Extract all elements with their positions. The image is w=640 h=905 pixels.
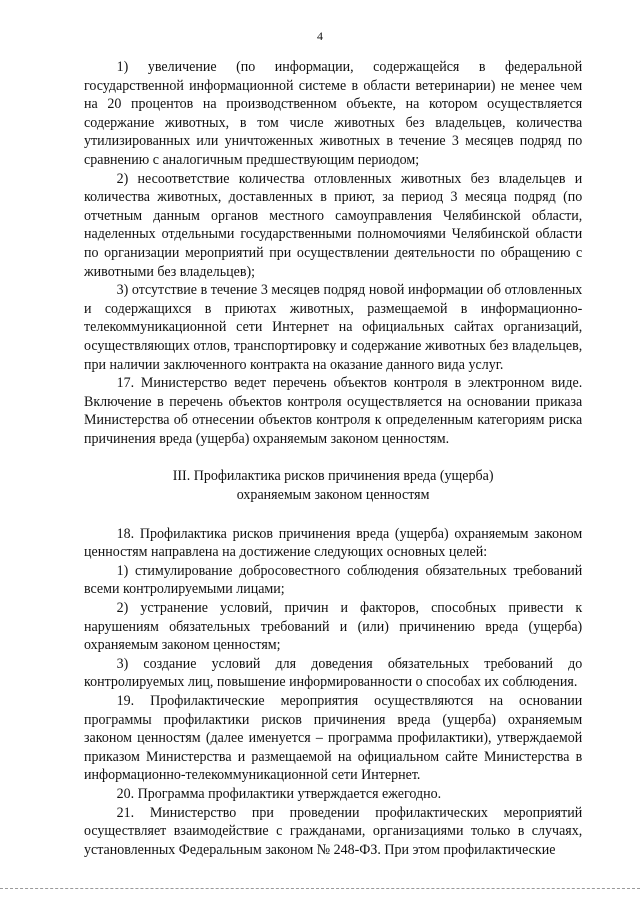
paragraph-item-2-mismatch: 2) несоответствие количества отловленных животных без владельцев и количества животных, доставленных в приют, за период 3 месяца подряд (по отчетным данным органов местного самоуправления Челябинской области, наделенных отдельными государственными полномочиями Челябинской области по организации мероприятий при осуществлении деятельности по обращению с животными без владельцев);: [84, 170, 583, 280]
paragraph-goal-2: 2) устранение условий, причин и факторов, способных привести к нарушениям обязательных требований и (или) причинению вреда (ущерба) охраняемым законом ценностям;: [84, 600, 583, 654]
page-number: 4: [317, 29, 323, 43]
paragraph-clause-21: 21. Министерство при проведении профилактических мероприятий осуществляет взаимодействие с гражданами, организациями только в случаях, установленных Федеральным законом № 248-ФЗ. При этом профилактические: [84, 804, 583, 858]
paragraph-item-1-increase: 1) увеличение (по информации, содержащейся в федеральной государственной информационной системе в области ветеринарии) не менее чем на 20 процентов на производственном объекте, на котором осуществляется содержание животных, в том числе животных без владельцев, количества утилизированных или уничтоженных животных в течение 3 месяцев подряд по сравнению с аналогичным предшествующим периодом;: [84, 59, 583, 168]
paragraph-clause-18: 18. Профилактика рисков причинения вреда (ущерба) охраняемым законом ценностям направлена на достижение следующих основных целей:: [84, 525, 583, 561]
paragraph-goal-1: 1) стимулирование добросовестного соблюдения обязательных требований всеми контролируемыми лицами;: [84, 562, 583, 598]
paragraph-clause-17: 17. Министерство ведет перечень объектов контроля в электронном виде. Включение в перечень объектов контроля осуществляется на основании приказа Министерства об отнесении объектов контроля к определенным категориям риска причинения вреда (ущерба) охраняемым законом ценностям.: [84, 375, 583, 447]
paragraph-goal-3: 3) создание условий для доведения обязательных требований до контролируемых лиц, повышение информированности о способах их соблюдения.: [84, 655, 583, 691]
document-body: [84, 58, 582, 859]
page-bottom-rule: [0, 888, 640, 891]
section-heading: [84, 467, 582, 504]
section-heading-line-1: III. Профилактика рисков причинения вреда (ущерба): [172, 468, 494, 485]
paragraph-clause-19: 19. Профилактические мероприятия осуществляются на основании программы профилактики рисков причинения вреда (ущерба) охраняемым законом ценностям (далее именуется – программа профилактики), утверждаемой приказом Министерства и размещаемой на официальном сайте Министерства в информационно-телекоммуникационной сети Интернет.: [84, 693, 583, 784]
section-heading-line-2: охраняемым законом ценностям: [236, 487, 430, 504]
paragraph-item-3-absence: 3) отсутствие в течение 3 месяцев подряд новой информации об отловленных и содержащихся в приютах животных, размещаемой в информационно-телекоммуникационной сети Интернет на официальных сайтах организаций, осуществляющих отлов, транспортировку и содержание животных без владельцев, при наличии заключенного контракта на оказание данного вида услуг.: [84, 282, 583, 373]
paragraph-clause-20: 20. Программа профилактики утверждается ежегодно.: [116, 785, 442, 802]
